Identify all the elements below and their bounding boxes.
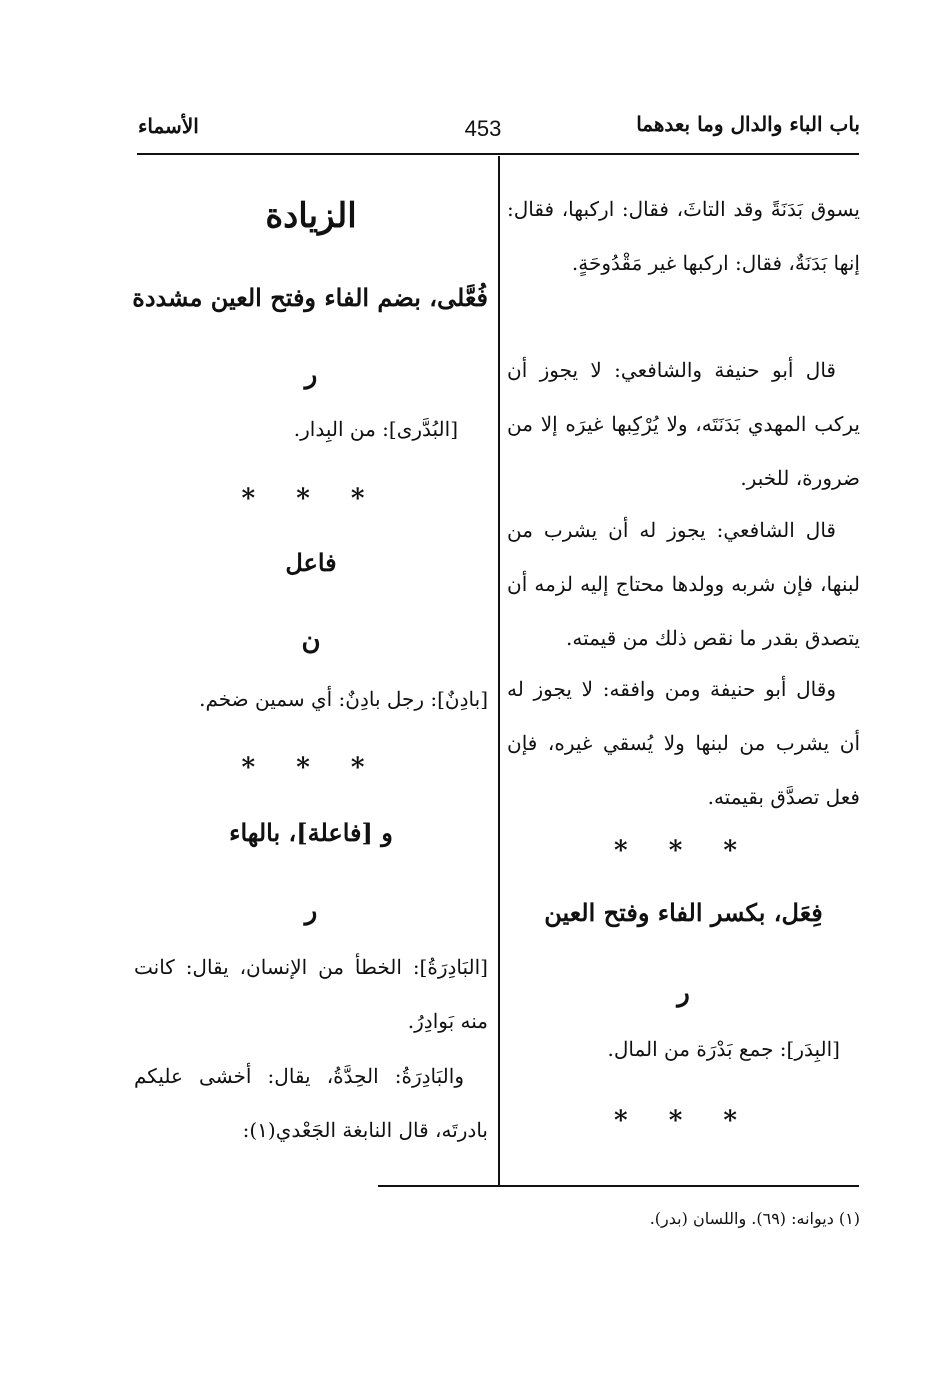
paragraph: قال الشافعي: يجوز له أن يشرب من لبنها، فإن شربه وولدها محتاج إليه لزمه أن يتصدق بقدر ما نقص ذلك من قيمته. <box>507 518 860 650</box>
root-letter: ر <box>304 896 318 926</box>
section-heading: و [فاعلة]، بالهاء <box>229 818 393 847</box>
footnote-rule <box>378 1185 859 1187</box>
root-letter: ر <box>304 360 318 390</box>
root-letter: ر <box>677 978 690 1008</box>
section-heading: فاعل <box>285 548 337 577</box>
section-separator: * * * <box>614 1106 753 1136</box>
section-heading: فِعَل، بكسر الفاء وفتح العين <box>544 898 823 927</box>
paragraph: وقال أبو حنيفة ومن وافقه: لا يجوز له أن يشرب من لبنها ولا يُسقي غيره، فإن فعل تصدَّق بقيمته. <box>507 677 860 809</box>
section-separator: * * * <box>241 484 381 514</box>
paragraph: يسوق بَدَنَةً وقد التاثَ، فقال: اركبها، فقال: إنها بَدَنَةٌ، فقال: اركبها غير مَقْدُوحَةٍ. <box>507 197 860 275</box>
paragraph: قال أبو حنيفة والشافعي: لا يجوز أن يركب المهدي بَدَنَتَه، ولا يُرْكِبها غيرَه إلا من ضرورة، للخبر. <box>507 358 860 490</box>
section-separator: * * * <box>241 753 381 783</box>
dictionary-entry: [البُدَّرى]: من البِدار. <box>293 417 458 441</box>
right-column <box>507 0 860 1180</box>
dictionary-entry: [البَادِرَةُ]: الخطأ من الإنسان، يقال: كانت منه بَوادِرُ. <box>134 955 488 1033</box>
footnote: (١) ديوانه: (٦٩). واللسان (بدر). <box>649 1209 860 1228</box>
section-title: الأسماء <box>138 114 199 138</box>
section-heading: فُعَّلى، بضم الفاء وفتح العين مشددة <box>132 283 488 312</box>
root-letter: ن <box>301 626 321 656</box>
page-number: 453 <box>464 116 502 141</box>
left-column <box>134 0 488 1180</box>
chapter-title: باب الباء والدال وما بعدهما <box>636 112 860 136</box>
dictionary-entry: والبَادِرَةُ: الحِدَّةُ، يقال: أخشى عليكم بادرتَه، قال النابغة الجَعْدي(١): <box>134 1064 488 1142</box>
section-separator: * * * <box>614 836 753 866</box>
column-divider <box>498 156 500 1186</box>
dictionary-entry: [البِدَر]: جمع بَدْرَة من المال. <box>607 1037 840 1061</box>
section-title-big: الزيادة <box>265 196 357 236</box>
dictionary-entry: [بادِنٌ]: رجل بادِنٌ: أي سمين ضخم. <box>199 687 488 711</box>
